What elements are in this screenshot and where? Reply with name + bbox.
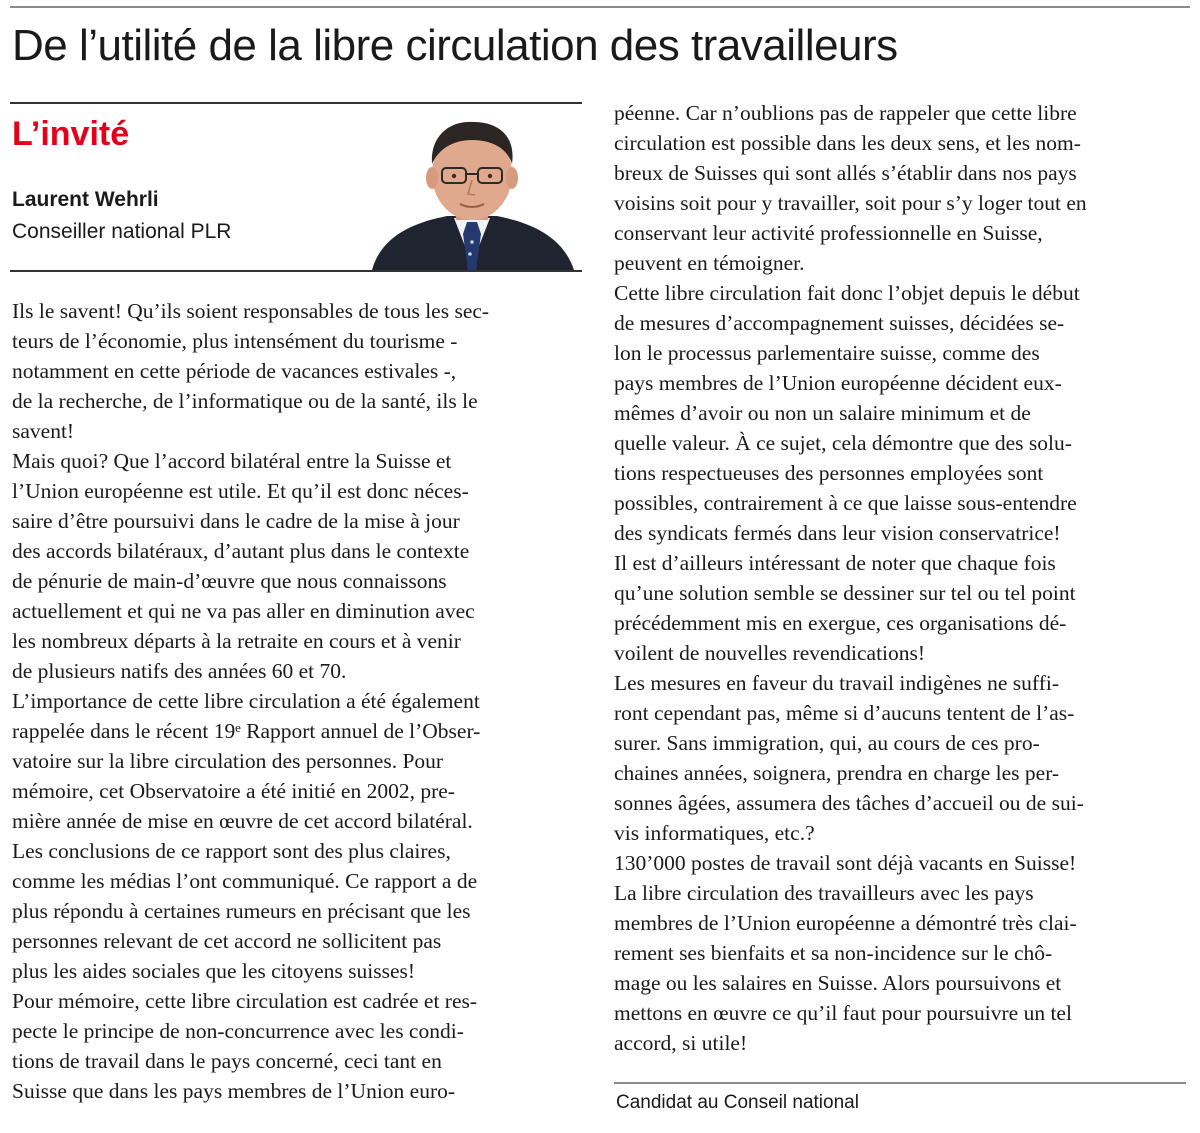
article-line: Cette libre circulation fait donc l’objet depuis le début (614, 281, 1080, 305)
article-line: de pénurie de main-d’œuvre que nous connaissons (12, 569, 447, 593)
article-line: chaines années, soignera, prendra en charge les per- (614, 761, 1060, 785)
article-line: possibles, contrairement à ce que laisse sous-entendre (614, 491, 1077, 515)
guest-box (10, 102, 582, 272)
article-line: les nombreux départs à la retraite en cours et à venir (12, 629, 461, 653)
article-line: accord, si utile! (614, 1031, 748, 1055)
article-line: lon le processus parlementaire suisse, comme des (614, 341, 1040, 365)
article-column-left (12, 296, 584, 1106)
author-name: Laurent Wehrli (12, 188, 159, 211)
signature-rule (614, 1082, 1186, 1084)
article-line: mière année de mise en œuvre de cet accord bilatéral. (12, 809, 473, 833)
article-line: conservant leur activité professionnelle en Suisse, (614, 221, 1043, 245)
article-line: péenne. Car n’oublions pas de rappeler que cette libre (614, 101, 1077, 125)
rubric-label: L’invité (12, 115, 130, 153)
article-line: personnes relevant de cet accord ne sollicitent pas (12, 929, 442, 953)
article-line: savent! (12, 419, 75, 443)
article-line: actuellement et qui ne va pas aller en diminution avec (12, 599, 475, 623)
article-line: tions de travail dans le pays concerné, ceci tant en (12, 1049, 442, 1073)
article-line: peuvent en témoigner. (614, 251, 805, 275)
guest-box-bottom-rule (10, 270, 582, 272)
article-line: 130’000 postes de travail sont déjà vacants en Suisse! (614, 851, 1077, 875)
article-line: ront cependant pas, même si d’aucuns tentent de l’as- (614, 701, 1075, 725)
article-line: surer. Sans immigration, qui, au cours de ces pro- (614, 731, 1040, 755)
portrait-illustration (362, 114, 582, 270)
guest-box-top-rule (10, 102, 582, 104)
article-line: Mais quoi? Que l’accord bilatéral entre la Suisse et (12, 449, 452, 473)
article-column-right (614, 98, 1190, 1058)
article-line: précédemment mis en exergue, ces organisations dé- (614, 611, 1067, 635)
article-line: pays membres de l’Union européenne décident eux- (614, 371, 1062, 395)
article-line: teurs de l’économie, plus intensément du tourisme - (12, 329, 458, 353)
article-line: comme les médias l’ont communiqué. Ce rapport a de (12, 869, 478, 893)
article-line: rappelée dans le récent 19ᵉ Rapport annuel de l’Obser- (12, 719, 481, 743)
article-line: breux de Suisses qui sont allés s’établir dans nos pays (614, 161, 1077, 185)
article-line: vatoire sur la libre circulation des personnes. Pour (12, 749, 444, 773)
article-line: des syndicats fermés dans leur vision conservatrice! (614, 521, 1061, 545)
article-line: saire d’être poursuivi dans le cadre de la mise à jour (12, 509, 460, 533)
article-line: vis informatiques, etc.? (614, 821, 815, 845)
author-portrait (362, 114, 582, 270)
article-line: sonnes âgées, assumera des tâches d’accueil ou de sui- (614, 791, 1084, 815)
article-line: mêmes d’avoir ou non un salaire minimum et de (614, 401, 1031, 425)
article-line: membres de l’Union européenne a démontré très clai- (614, 911, 1077, 935)
article-line: rement ses bienfaits et sa non-incidence sur le chô- (614, 941, 1053, 965)
article-line: tions respectueuses des personnes employées sont (614, 461, 1044, 485)
article-headline: De l’utilité de la libre circulation des travailleurs (12, 21, 898, 70)
article-line: pecte le principe de non-concurrence avec les condi- (12, 1019, 464, 1043)
top-rule (10, 6, 1190, 8)
article-line: Les conclusions de ce rapport sont des plus claires, (12, 839, 451, 863)
author-signature: Candidat au Conseil national (616, 1092, 859, 1113)
article-line: Il est d’ailleurs intéressant de noter que chaque fois (614, 551, 1056, 575)
article-line: Suisse que dans les pays membres de l’Union euro- (12, 1079, 456, 1103)
article-line: mettons en œuvre ce qu’il faut pour poursuivre un tel (614, 1001, 1072, 1025)
article-line: plus les aides sociales que les citoyens suisses! (12, 959, 416, 983)
article-line: mémoire, cet Observatoire a été initié en 2002, pre- (12, 779, 455, 803)
article-line: des accords bilatéraux, d’autant plus dans le contexte (12, 539, 470, 563)
article-line: Ils le savent! Qu’ils soient responsables de tous les sec- (12, 299, 490, 323)
article-line: plus répondu à certaines rumeurs en précisant que les (12, 899, 471, 923)
article-line: voisins soit pour y travailler, soit pour s’y loger tout en (614, 191, 1087, 215)
article-line: L’importance de cette libre circulation a été également (12, 689, 480, 713)
article-line: circulation est possible dans les deux sens, et les nom- (614, 131, 1081, 155)
article-line: qu’une solution semble se dessiner sur tel ou tel point (614, 581, 1076, 605)
article-line: de mesures d’accompagnement suisses, décidées se- (614, 311, 1065, 335)
article-line: notamment en cette période de vacances estivales -, (12, 359, 457, 383)
article-line: mage ou les salaires en Suisse. Alors poursuivons et (614, 971, 1062, 995)
article-line: de la recherche, de l’informatique ou de la santé, ils le (12, 389, 478, 413)
article-line: Pour mémoire, cette libre circulation est cadrée et res- (12, 989, 478, 1013)
article-line: de plusieurs natifs des années 60 et 70. (12, 659, 347, 683)
article-line: l’Union européenne est utile. Et qu’il est donc néces- (12, 479, 469, 503)
article-line: voilent de nouvelles revendications! (614, 641, 926, 665)
article-line: quelle valeur. À ce sujet, cela démontre que des solu- (614, 431, 1072, 455)
article-line: Les mesures en faveur du travail indigènes ne suffi- (614, 671, 1059, 695)
author-role: Conseiller national PLR (12, 220, 232, 243)
article-line: La libre circulation des travailleurs avec les pays (614, 881, 1034, 905)
